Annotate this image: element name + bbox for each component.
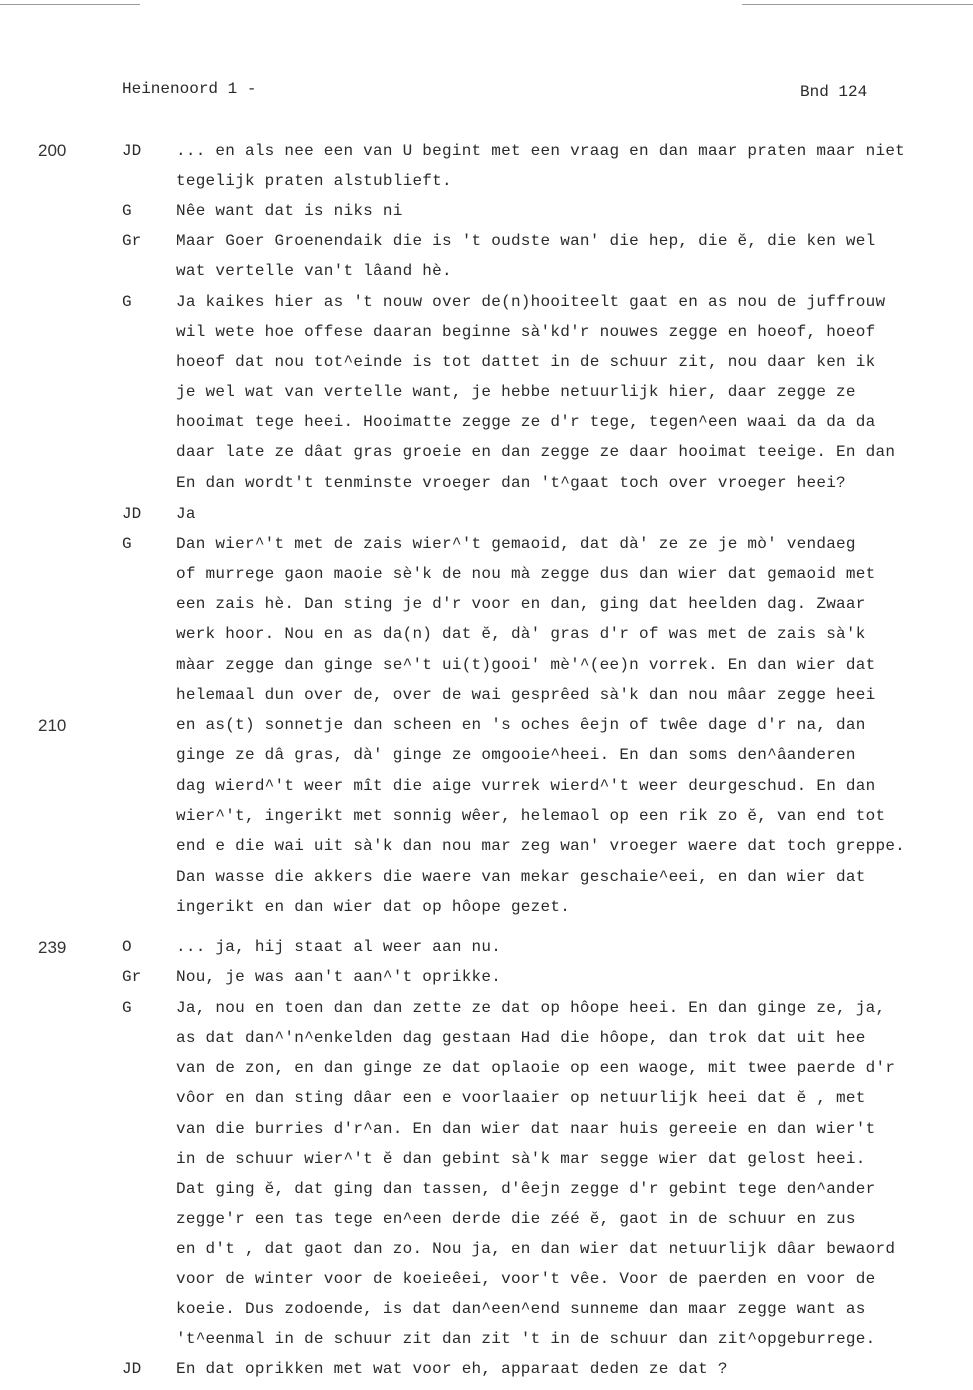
line-text: Dat ging ĕ, dat ging dan tassen, d'êejn zegge d'r gebint tege den^ander [176,1180,876,1198]
transcript-line [0,353,973,383]
speaker-label: JD [122,142,142,160]
line-text: ginge ze dâ gras, dà' ginge ze omgooie^heei. En dan soms den^âanderen [176,746,856,764]
transcript-line [0,443,973,473]
line-text: van de zon, en dan ginge ze dat oplaoie op een waoge, mit twee paerde d'r [176,1059,896,1077]
line-text: ... en als nee een van U begint met een vraag en dan maar praten maar niet [176,142,906,160]
line-text: end e die wai uit sà'k dan nou mar zeg wan' vroeger waere dat toch greppe. [176,837,906,855]
speaker-label: G [122,999,132,1017]
speaker-label: G [122,535,132,553]
line-text: Dan wier^'t met de zais wier^'t gemaoid, dat dà' ze ze je mò' vendaeg [176,535,856,553]
line-text: en as(t) sonnetje dan scheen en 's oches êejn of twêe dage d'r na, dan [176,716,866,734]
transcript-line [0,1330,973,1360]
transcript-line [0,474,973,504]
transcript-line [0,1360,973,1390]
line-text: En dat oprikken met wat voor eh, apparaat deden ze dat ? [176,1360,728,1378]
line-text: màar zegge dan ginge se^'t ui(t)gooi' mè'^(ee)n vorrek. En dan wier dat [176,656,876,674]
transcript-line [0,142,973,172]
transcript-line [0,686,973,716]
line-number: 200 [38,141,67,160]
transcript-line [0,656,973,686]
transcript-line [0,625,973,655]
line-text: koeie. Dus zodoende, is dat dan^een^end sunneme dan maar zegge want as [176,1300,866,1318]
transcript-line [0,535,973,565]
speaker-label: JD [122,505,142,523]
line-text: zegge'r een tas tege en^een derde die zéé ĕ, gaot in de schuur en zus [176,1210,856,1228]
transcript-line [0,1150,973,1180]
transcript-line [0,1300,973,1330]
transcript-line [0,898,973,928]
line-text: voor de winter voor de koeieêei, voor't vêe. Voor de paerden en voor de [176,1270,876,1288]
transcript-line [0,999,973,1029]
line-text: Ja kaikes hier as 't nouw over de(n)hooiteelt gaat en as nou de juffrouw [176,293,886,311]
transcript-line [0,1029,973,1059]
transcript-line [0,1240,973,1270]
line-text: wier^'t, ingerikt met sonnig wêer, helemaol op een rik zo ĕ, van end tot [176,807,886,825]
line-text: Ja, nou en toen dan dan zette ze dat op hôope heei. En dan ginge ze, ja, [176,999,886,1017]
speaker-label: Gr [122,232,142,250]
line-text: werk hoor. Nou en as da(n) dat ĕ, dà' gras d'r of was met de zais sà'k [176,625,866,643]
transcript-line [0,202,973,232]
speaker-label: G [122,202,132,220]
transcript-line [0,716,973,746]
line-text: ... ja, hij staat al weer aan nu. [176,938,502,956]
line-text: hoeof dat nou tot^einde is tot dattet in de schuur zit, nou daar ken ik [176,353,876,371]
line-text: wil wete hoe offese daaran beginne sà'kd'r nouwes zegge en hoeof, hoeof [176,323,876,341]
transcript-line [0,262,973,292]
line-text: je wel wat van vertelle want, je hebbe netuurlijk hier, daar zegge ze [176,383,856,401]
line-text: Maar Goer Groenendaik die is 't oudste wan' die hep, die ĕ, die ken wel [176,232,876,250]
transcript-line [0,1270,973,1300]
transcript-line [0,323,973,353]
transcript-line [0,1089,973,1119]
line-number: 239 [38,938,67,957]
transcript-line [0,938,973,968]
transcript-line [0,1120,973,1150]
speaker-label: O [122,938,132,956]
line-text: daar late ze dâat gras groeie en dan zegge ze daar hooimat teeige. En dan [176,443,896,461]
line-text: wat vertelle van't lâand hè. [176,262,452,280]
line-text: en d't , dat gaot dan zo. Nou ja, en dan wier dat netuurlijk dâar bewaord [176,1240,896,1258]
line-text: in de schuur wier^'t ĕ dan gebint sà'k mar segge wier dat gelost heei. [176,1150,866,1168]
transcript-line [0,413,973,443]
speaker-label: G [122,293,132,311]
line-text: Ja [176,505,196,523]
speaker-label: Gr [122,968,142,986]
tape-reference: Bnd 124 [800,83,868,101]
transcript-line [0,968,973,998]
transcript-line [0,595,973,625]
line-text: Dan wasse die akkers die waere van mekar geschaie^eei, en dan wier dat [176,868,866,886]
transcript-line [0,1210,973,1240]
transcript-line [0,232,973,262]
line-text: hooimat tege heei. Hooimatte zegge ze d'r tege, tegen^een waai da da da [176,413,876,431]
line-text: Nou, je was aan't aan^'t oprikke. [176,968,502,986]
line-text: vôor en dan sting dâar een e voorlaaier op netuurlijk heei dat ĕ , met [176,1089,866,1107]
transcript-line [0,383,973,413]
transcript-line [0,565,973,595]
transcript-line [0,868,973,898]
line-text: dag wierd^'t weer mît die aige vurrek wierd^'t weer deurgeschud. En dan [176,777,876,795]
transcript-line [0,172,973,202]
line-text: as dat dan^'n^enkelden dag gestaan Had die hôope, dan trok dat uit hee [176,1029,866,1047]
line-text: van die burries d'r^an. En dan wier dat naar huis gereeie en dan wier't [176,1120,876,1138]
line-text: of murrege gaon maoie sè'k de nou mà zegge dus dan wier dat gemaoid met [176,565,876,583]
transcript-line [0,777,973,807]
speaker-label: JD [122,1360,142,1378]
transcript-line [0,505,973,535]
transcript-line [0,746,973,776]
line-text: En dan wordt't tenminste vroeger dan 't^gaat toch over vroeger heei? [176,474,846,492]
line-text: 't^eenmal in de schuur zit dan zit 't in de schuur dan zit^opgeburrege. [176,1330,876,1348]
line-text: Nêe want dat is niks ni [176,202,403,220]
top-rule-right [742,4,973,5]
line-text: helemaal dun over de, over de wai gesprêed sà'k dan nou mâar zegge heei [176,686,876,704]
line-text: een zais hè. Dan sting je d'r voor en dan, ging dat heelden dag. Zwaar [176,595,866,613]
transcript-line [0,293,973,323]
transcript-line [0,1180,973,1210]
transcript-line [0,837,973,867]
line-text: tegelijk praten alstublieft. [176,172,452,190]
page-title: Heinenoord 1 - [122,80,257,98]
transcript-line [0,1059,973,1089]
line-text: ingerikt en dan wier dat op hôope gezet. [176,898,571,916]
transcript-line [0,807,973,837]
line-number: 210 [38,716,67,735]
top-rule-left [0,4,140,5]
